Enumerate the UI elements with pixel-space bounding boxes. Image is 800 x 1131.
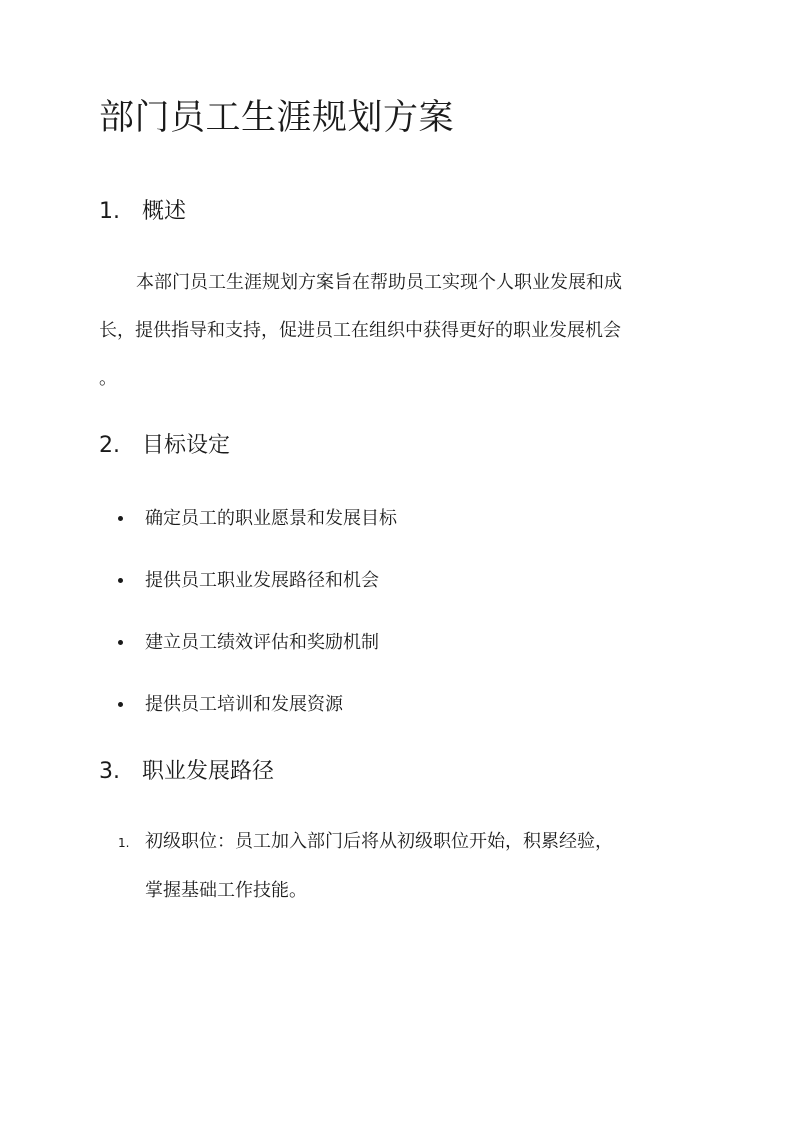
paragraph-line: 长，提供指导和支持，促进员工在组织中获得更好的职业发展机会 [99, 320, 621, 341]
bullet-icon [118, 702, 123, 707]
list-item [118, 629, 379, 657]
list-number: 1. [118, 836, 130, 850]
overview-paragraph [99, 259, 703, 403]
section-heading-overview [99, 196, 186, 228]
list-item-text: 提供员工培训和发展资源 [145, 694, 343, 715]
bullet-icon [118, 640, 123, 645]
list-item-text: 初级职位：员工加入部门后将从初级职位开始，积累经验， [145, 831, 613, 852]
list-item-text: 建立员工绩效评估和奖励机制 [145, 632, 379, 653]
list-item [118, 567, 379, 595]
list-item [118, 691, 343, 719]
bullet-icon [118, 516, 123, 521]
section-title: 概述 [142, 199, 187, 224]
paragraph-line: 。 [99, 368, 117, 389]
section-title: 目标设定 [142, 433, 231, 458]
section-heading-goals [99, 430, 230, 462]
list-item-continuation: 掌握基础工作技能。 [145, 880, 307, 901]
bullet-icon [118, 578, 123, 583]
section-heading-career-path [99, 756, 274, 788]
list-item-text: 确定员工的职业愿景和发展目标 [145, 508, 397, 529]
section-number: 1. [99, 199, 120, 224]
document-title: 部门员工生涯规划方案 [99, 98, 455, 138]
list-item-text: 提供员工职业发展路径和机会 [145, 570, 379, 591]
paragraph-line: 本部门员工生涯规划方案旨在帮助员工实现个人职业发展和成 [136, 272, 622, 293]
section-title: 职业发展路径 [142, 759, 275, 784]
numbered-list-item [118, 818, 613, 915]
list-item [118, 505, 397, 533]
section-number: 3. [99, 759, 120, 784]
section-number: 2. [99, 433, 120, 458]
